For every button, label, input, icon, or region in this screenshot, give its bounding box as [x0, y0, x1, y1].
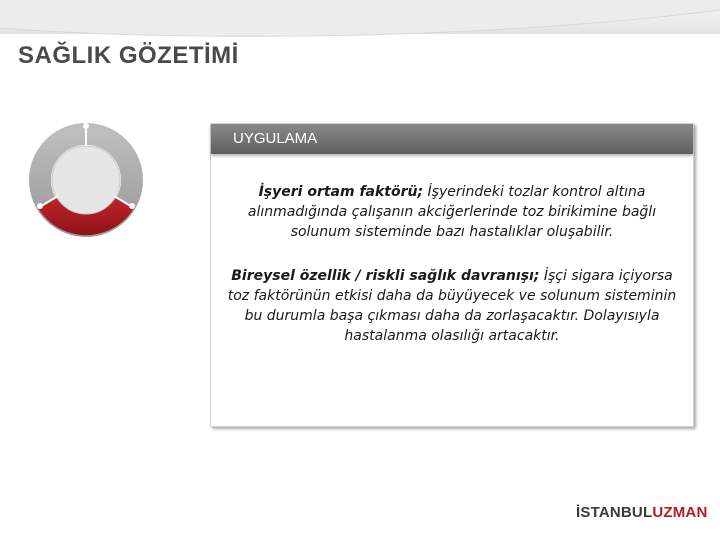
- paragraph-lead: Bireysel özellik / riskli sağlık davranışı;: [231, 268, 540, 284]
- top-swoosh-decoration: [0, 0, 720, 40]
- brand-logo: [576, 504, 707, 521]
- paragraph-workplace-factor: [211, 182, 693, 242]
- paragraph-text: İşyerindeki tozlar kontrol altına alınmadığında çalışanın akciğerlerinde toz birikimine bağlı solunum sisteminde bazı hastalıklar oluşabilir.: [247, 184, 657, 240]
- brand-logo-part1: İSTANBUL: [576, 504, 653, 521]
- panel-header-label: UYGULAMA: [233, 130, 318, 147]
- paragraph-individual-factor: [211, 266, 693, 346]
- slide-title: SAĞLIK GÖZETİMİ: [18, 42, 239, 69]
- paragraph-lead: İşyeri ortam faktörü;: [258, 184, 424, 200]
- panel-body: [211, 182, 693, 370]
- segmented-ring-icon: [28, 120, 144, 244]
- content-panel: [210, 123, 694, 427]
- paragraph-text: İşçi sigara içiyorsa toz faktörünün etkisi daha da büyüyecek ve solunum sisteminin bu durumla başa çıkması daha da zorlaşacaktır. Dolayısıyla hastalanma olasılığı artacaktır.: [227, 268, 677, 344]
- panel-header: [211, 124, 693, 154]
- brand-logo-part2: UZMAN: [652, 504, 708, 521]
